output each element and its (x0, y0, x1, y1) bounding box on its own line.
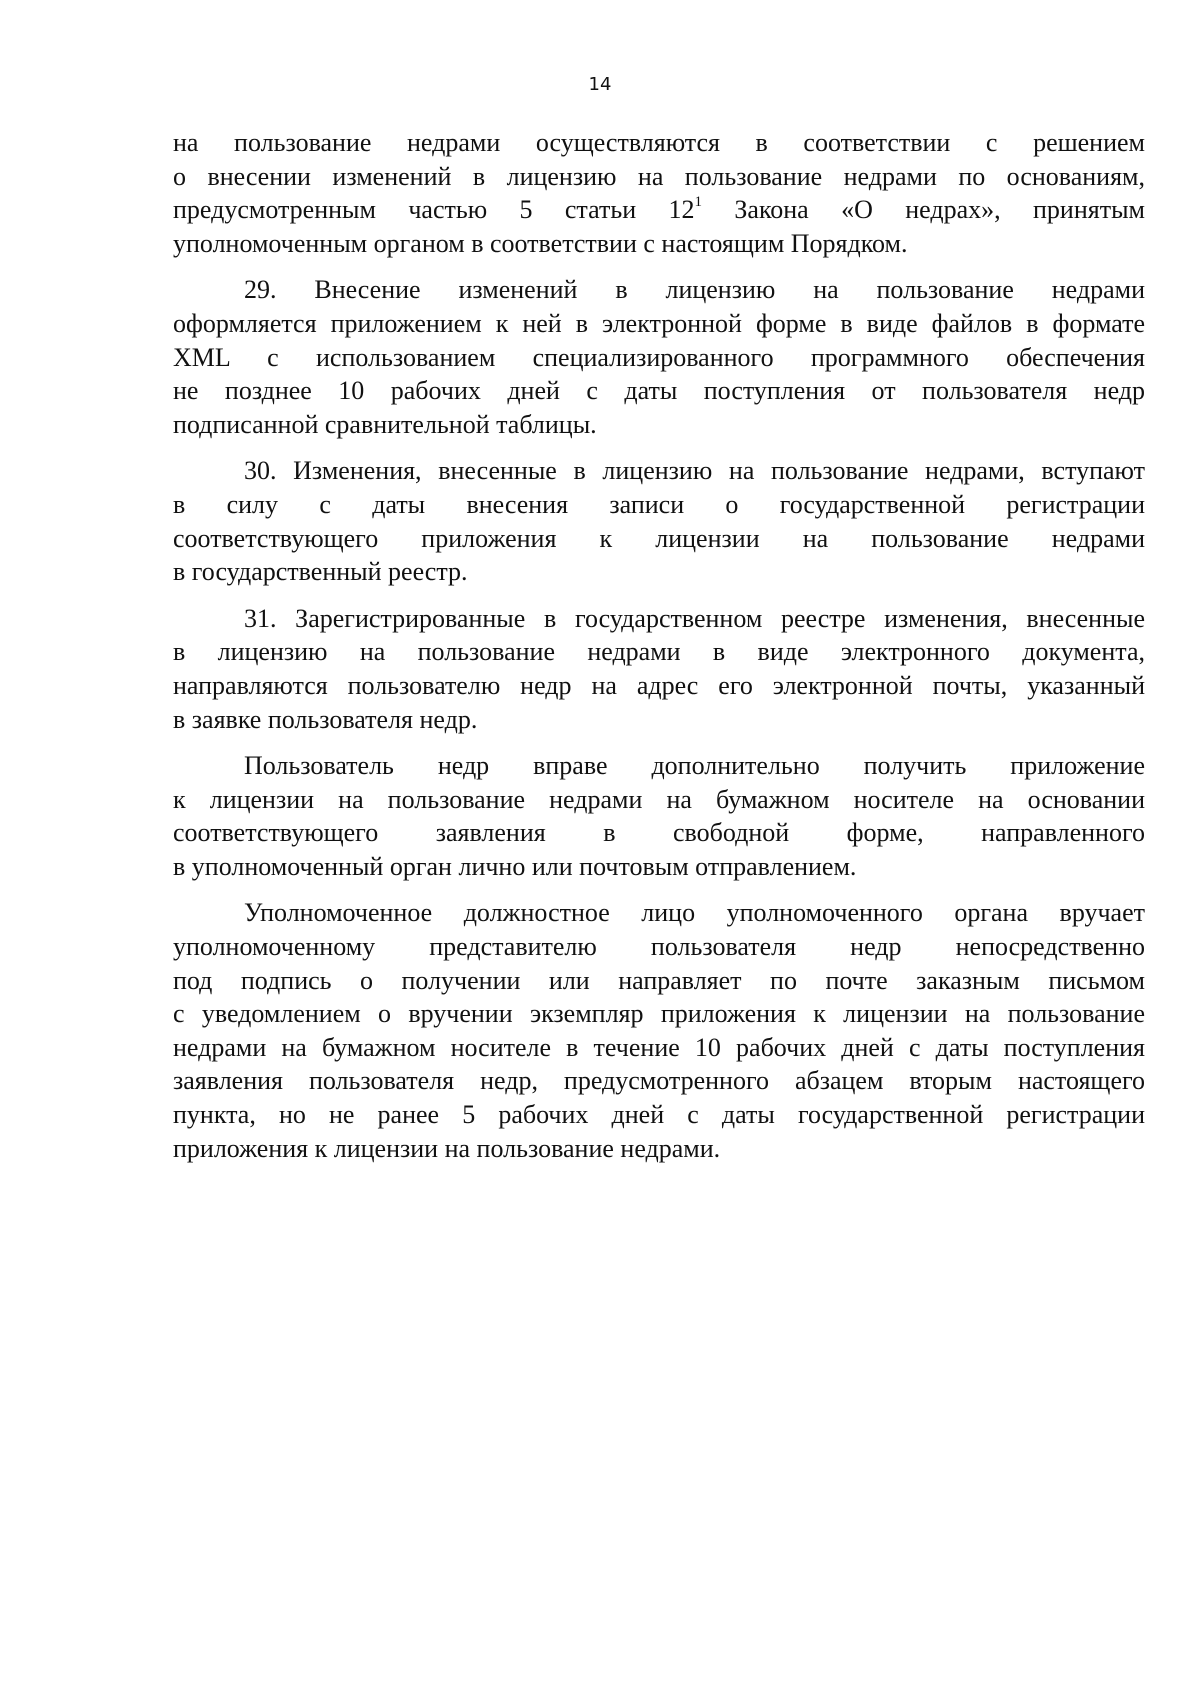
paragraph-31-second (173, 749, 1145, 883)
text-line: 30. Изменения, внесенные в лицензию на пользование недрами, вступают (244, 456, 1145, 486)
text-line: в силу с даты внесения записи о государственной регистрации (173, 489, 1145, 519)
document-body (173, 126, 1145, 1178)
paragraph-continuation (173, 126, 1145, 260)
text-line: под подпись о получении или направляет по почте заказным письмом (173, 965, 1145, 995)
text-line: заявления пользователя недр, предусмотренного абзацем вторым настоящего (173, 1066, 1145, 1096)
text-line: 31. Зарегистрированные в государственном реестре изменения, внесенные (244, 603, 1145, 633)
paragraph-30 (173, 454, 1145, 588)
text-line (173, 193, 1145, 227)
text-line: пункта, но не ранее 5 рабочих дней с даты государственной регистрации (173, 1100, 1145, 1130)
text-line: соответствующего заявления в свободной форме, направленного (173, 818, 1145, 848)
text-line: на пользование недрами осуществляются в соответствии с решением (173, 128, 1145, 157)
paragraph-31 (173, 602, 1145, 736)
text-line: с уведомлением о вручении экземпляр приложения к лицензии на пользование (173, 999, 1145, 1029)
superscript-index: 1 (694, 193, 702, 210)
text-line: оформляется приложением к ней в электронной форме в виде файлов в формате (173, 308, 1145, 338)
text-fragment: предусмотренным частью 5 статьи 12 (173, 195, 695, 225)
paragraph-29 (173, 273, 1145, 441)
text-line: в лицензию на пользование недрами в виде электронного документа, (173, 637, 1145, 667)
text-line: к лицензии на пользование недрами на бумажном носителе на основании (173, 784, 1145, 814)
text-line: подписанной сравнительной таблицы. (173, 409, 597, 439)
text-line: приложения к лицензии на пользование недрами. (173, 1133, 721, 1163)
text-line: XML с использованием специализированного программного обеспечения (173, 342, 1145, 372)
text-line: в уполномоченный орган лично или почтовым отправлением. (173, 851, 857, 881)
text-line: уполномоченным органом в соответствии с настоящим Порядком. (173, 228, 908, 258)
text-line: соответствующего приложения к лицензии на пользование недрами (173, 523, 1145, 553)
text-fragment: Закона «О недрах», принятым (702, 195, 1145, 225)
text-line: в государственный реестр. (173, 557, 468, 587)
page-number: 14 (588, 74, 612, 95)
paragraph-31-third (173, 896, 1145, 1165)
text-line: недрами на бумажном носителе в течение 10 рабочих дней с даты поступления (173, 1032, 1145, 1062)
text-line: 29. Внесение изменений в лицензию на пользование недрами (244, 275, 1145, 305)
text-line: Уполномоченное должностное лицо уполномоченного органа вручает (244, 898, 1145, 928)
text-line: уполномоченному представителю пользователя недр непосредственно (173, 932, 1145, 962)
text-line: о внесении изменений в лицензию на пользование недрами по основаниям, (173, 161, 1145, 191)
text-line: Пользователь недр вправе дополнительно получить приложение (244, 751, 1145, 781)
text-line: в заявке пользователя недр. (173, 704, 478, 734)
text-line: направляются пользователю недр на адрес его электронной почты, указанный (173, 670, 1145, 700)
text-line: не позднее 10 рабочих дней с даты поступления от пользователя недр (173, 376, 1145, 406)
